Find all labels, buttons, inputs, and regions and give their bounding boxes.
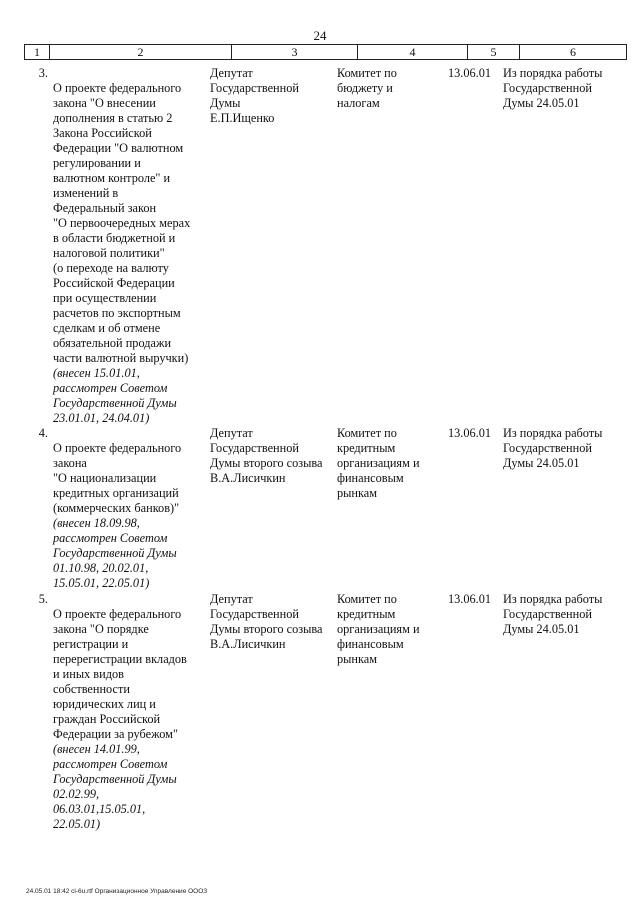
bill-title [53,592,208,847]
header-col-6: 6 [570,45,576,59]
header-col-1: 1 [25,45,50,59]
page-footer: 24.05.01 18:42 cl-6u.rtf Организационное Управление ОООЗ [26,888,208,895]
bill-author: Депутат Государственной Думы Е.П.Ищенко [210,66,299,125]
committee: Комитет по кредитным организациям и финансовым рынкам [337,426,420,500]
bill-author: Депутат Государственной Думы второго созыва В.А.Лисичкин [210,426,323,485]
header-col-4: 4 [358,45,468,59]
bill-note: (внесен 18.09.98, рассмотрен Советом Государственной Думы 01.10.98, 20.02.01, 15.05.01, 22.05.01) [53,516,177,590]
decision: Из порядка работы Государственной Думы 24.05.01 [503,426,603,470]
row-number: 4. [38,426,48,440]
bill-note: (внесен 15.01.01, рассмотрен Советом Государственной Думы 23.01.01, 24.04.01) [53,366,177,425]
bill-author: Депутат Государственной Думы второго созыва В.А.Лисичкин [210,592,323,651]
bill-title-text: О проекте федерального закона "О национализации кредитных организаций (коммерческих банков)" [53,441,182,515]
page-number: 24 [313,28,327,43]
committee: Комитет по кредитным организациям и финансовым рынкам [337,592,420,666]
date: 13.06.01 [448,592,492,606]
bill-title [53,66,208,441]
date: 13.06.01 [448,426,492,440]
row-number: 5. [38,592,48,606]
bill-title-text: О проекте федерального закона "О внесении дополнения в статью 2 Закона Российской Федерации "О валютном регулировании и валютном контроле" и изменений в Федеральный закон "О первоочередных мерах в области бюджетной и налоговой политики" (о переходе на валюту Российской Федерации при осуществлении расчетов по экспортным сделкам и об отмене обязательной продажи части валютной выручки) [53,81,191,365]
decision: Из порядка работы Государственной Думы 24.05.01 [503,592,603,636]
bill-title [53,426,208,606]
header-col-3: 3 [232,45,358,59]
row-number: 3. [38,66,48,80]
table-header [24,44,627,60]
committee: Комитет по бюджету и налогам [337,66,397,110]
decision: Из порядка работы Государственной Думы 24.05.01 [503,66,603,110]
bill-note: (внесен 14.01.99, рассмотрен Советом Государственной Думы 02.02.99, 06.03.01,15.05.01, 22.05.01) [53,742,177,831]
bill-title-text: О проекте федерального закона "О порядке регистрации и перерегистрации вкладов и иных видов собственности юридических лиц и граждан Российской Федерации за рубежом" [53,607,187,741]
header-col-5: 5 [468,45,520,59]
header-col-2: 2 [50,45,232,59]
date: 13.06.01 [448,66,492,80]
